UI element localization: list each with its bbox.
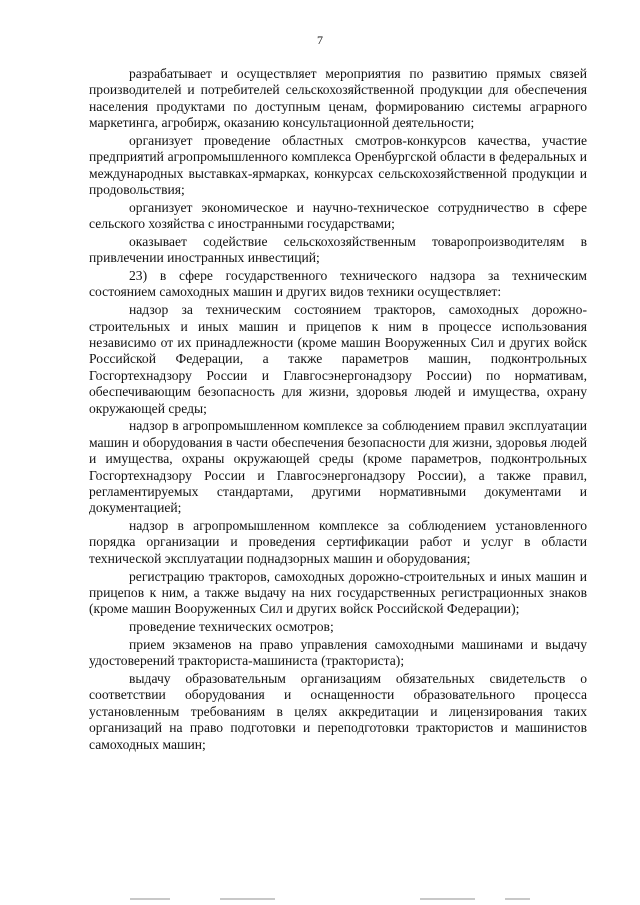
paragraph: надзор в агропромышленном комплексе за соблюдением установленного порядка организации и проведения сертификации работ и услуг в области технической эксплуатации поднадзорных машин и оборудования;: [89, 518, 587, 566]
paragraph: оказывает содействие сельскохозяйственным товаропроизводителям в привлечении иностранных инвестиций;: [89, 233, 587, 266]
page-number: 7: [317, 33, 323, 47]
scan-artifact: [220, 898, 275, 900]
paragraph: выдачу образовательным организациям обязательных свидетельств о соответствии оборудования и оснащенности образовательного процесса установленным требованиям в целях аккредитации и лицензирования таких организаций на право подготовки и переподготовки трактористов и машинистов самоходных машин;: [89, 670, 587, 752]
paragraph: 23) в сфере государственного технического надзора за техническим состоянием самоходных машин и других видов техники осуществляет:: [89, 268, 587, 300]
scan-artifact: [420, 898, 475, 900]
scan-artifact: [130, 898, 170, 900]
paragraph: прием экзаменов на право управления самоходными машинами и выдачу удостоверений тракториста-машиниста (тракториста);: [89, 636, 587, 669]
paragraph: регистрацию тракторов, самоходных дорожно-строительных и иных машин и прицепов к ним, а также выдачу на них государственных регистрационных знаков (кроме машин Вооруженных Сил и других войск Российской Федерации);: [89, 568, 587, 617]
paragraph: надзор в агропромышленном комплексе за соблюдением правил эксплуатации машин и оборудования в части обеспечения безопасности для жизни, здоровья людей и имущества, охраны окружающей среды (кроме параметров, подконтрольных Госгортехнадзору России и Главгосэнергонадзору России), а также правил, регламентируемых стандартами, другими нормативными документами и документацией;: [89, 418, 587, 516]
scan-artifact: [505, 898, 530, 900]
paragraph: организует проведение областных смотров-конкурсов качества, участие предприятий агропромышленного комплекса Оренбургской области в федеральных и международных выставках-ярмарках, конкурсах сельскохозяйственной продукции и продовольствия;: [89, 132, 587, 198]
paragraph: разрабатывает и осуществляет мероприятия по развитию прямых связей производителей и потребителей сельскохозяйственной продукции для обеспечения населения продуктами по доступным ценам, формированию системы аграрного маркетинга, агробирж, оказанию консультационной деятельности;: [89, 66, 587, 131]
document-body: [89, 66, 587, 754]
paragraph: надзор за техническим состоянием тракторов, самоходных дорожно-строительных и иных машин и прицепов к ним в процессе использования независимо от их принадлежности (кроме машин Вооруженных Сил и других войск Российской Федерации, а также параметров машин, подконтрольных Госгортехнадзору России и Главгосэнергонадзору России) по нормативам, обеспечивающим безопасность для жизни, здоровья людей и имущества, охрану окружающей среды;: [89, 302, 587, 416]
paragraph: организует экономическое и научно-техническое сотрудничество в сфере сельского хозяйства с иностранными государствами;: [89, 199, 587, 232]
paragraph: проведение технических осмотров;: [129, 619, 334, 635]
